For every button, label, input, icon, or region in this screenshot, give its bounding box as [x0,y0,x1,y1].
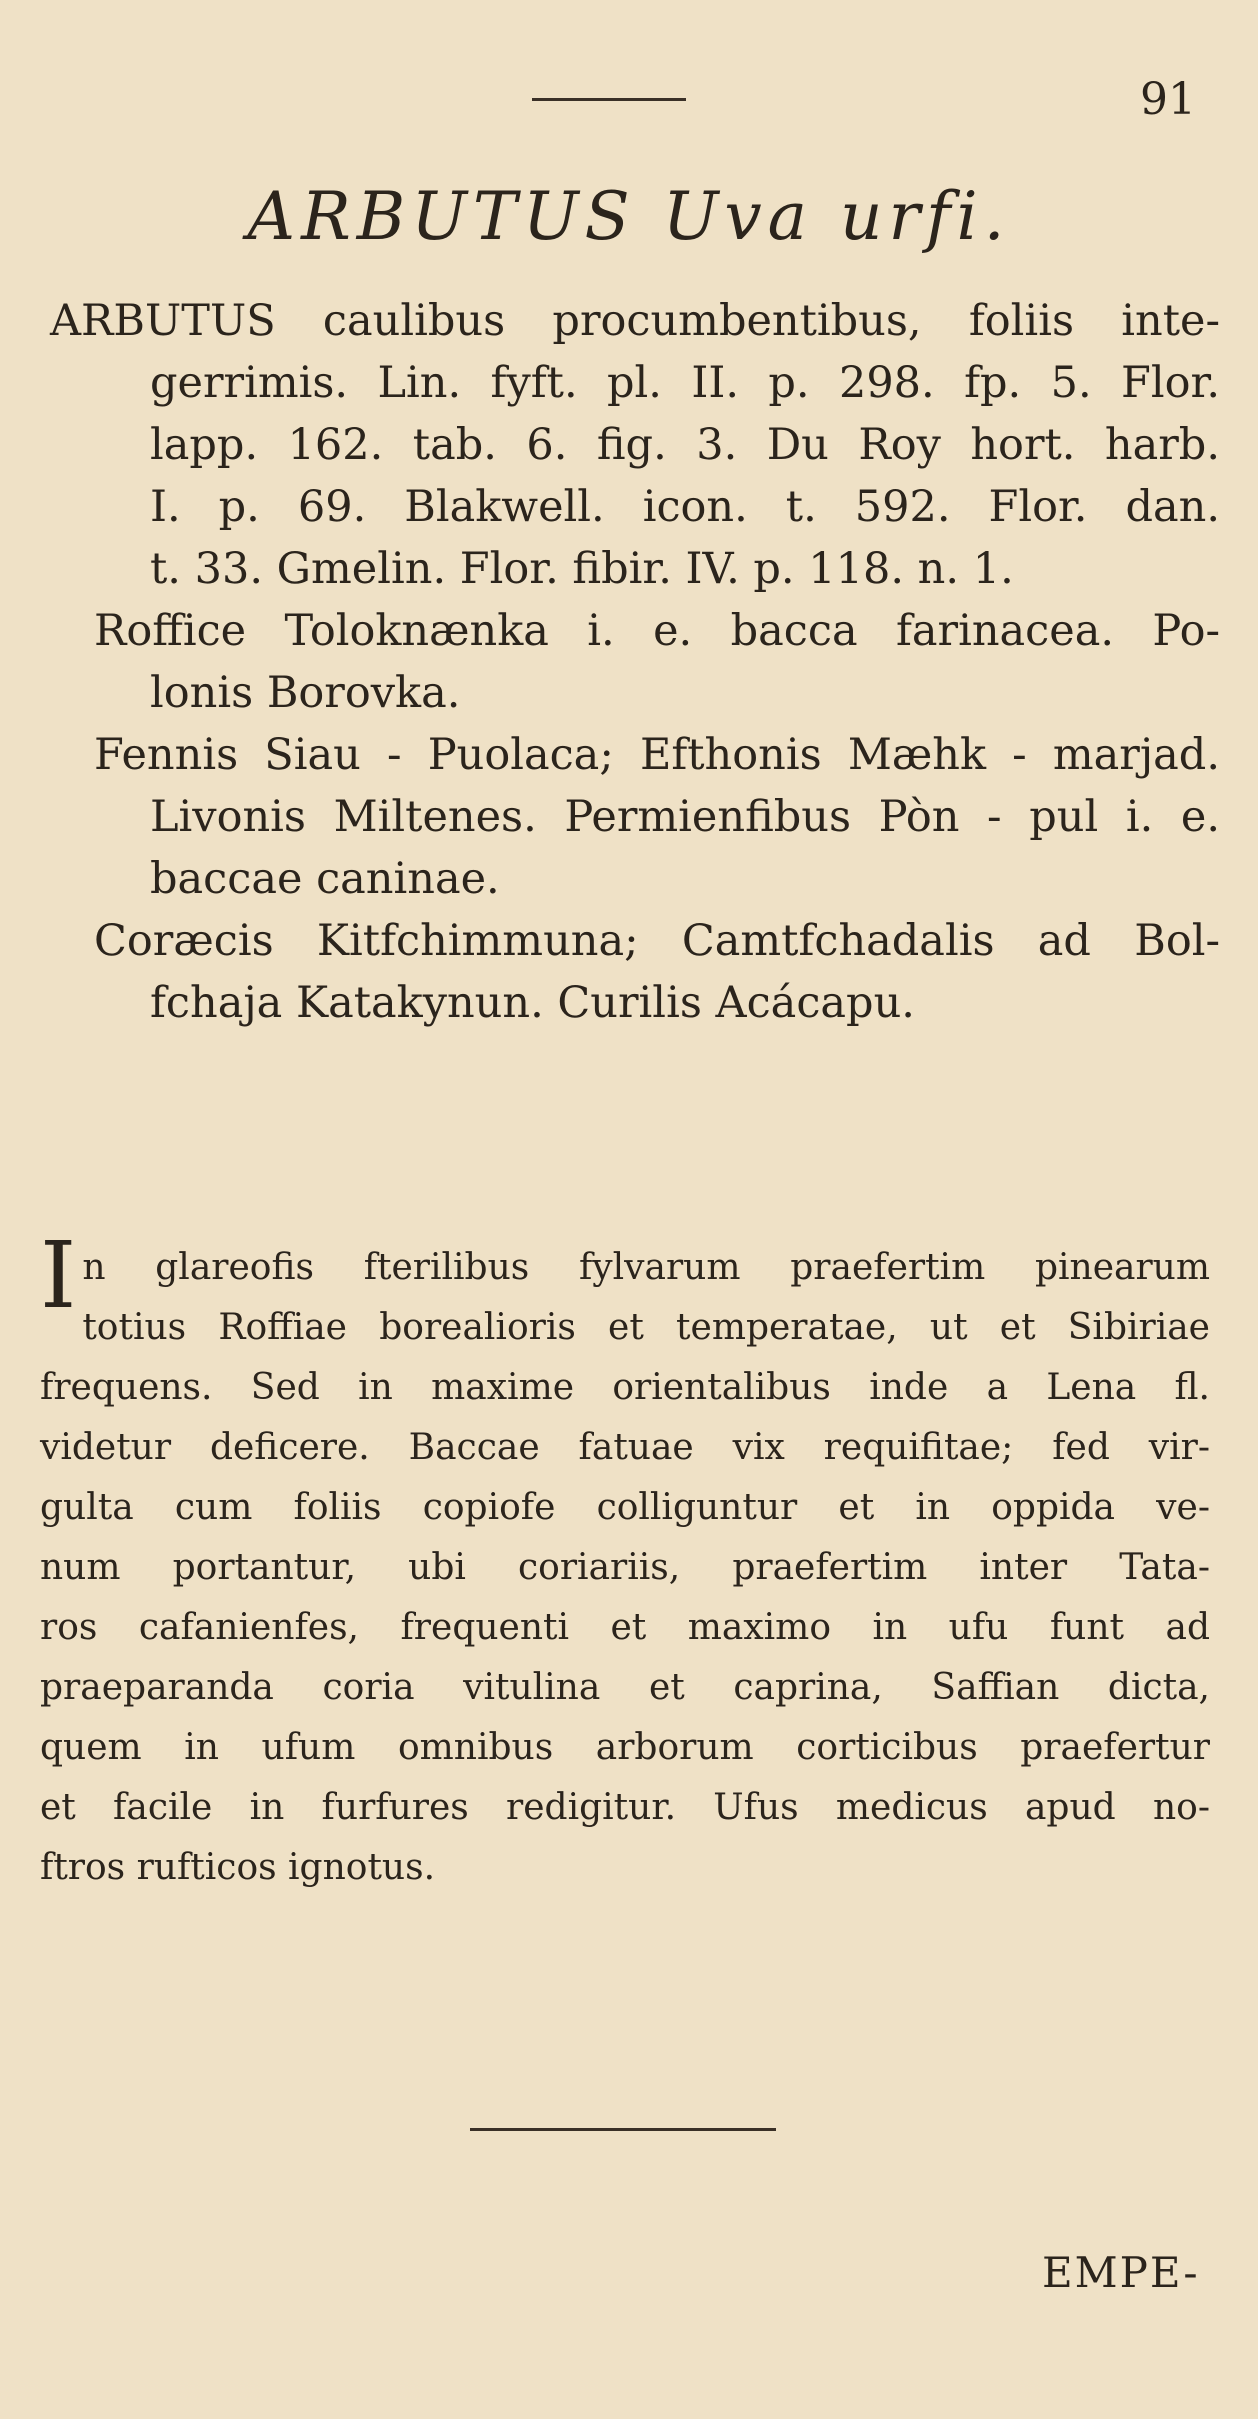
entry-line: lonis Borovka. [150,668,461,718]
page-number: 91 [1140,74,1196,125]
body-line: totius Roffiae borealioris et temperatae, ut et Sibiriae [82,1307,1210,1348]
bottom-rule [470,2128,776,2131]
body-line: ftros rufticos ignotus. [40,1847,436,1888]
body-line: n glareofis fterilibus fylvarum praefertim pinearum [82,1247,1210,1288]
catchword: EMPE- [1042,2248,1200,2297]
body-line: num portantur, ubi coriariis, praefertim inter Tata- [40,1547,1210,1588]
body-line: videtur deficere. Baccae fatuae vix requifitae; fed vir- [40,1427,1210,1468]
drop-cap: I [40,1222,77,1329]
entry-line: lapp. 162. tab. 6. fig. 3. Du Roy hort. harb. [150,420,1220,470]
body-line: et facile in furfures redigitur. Ufus medicus apud no- [40,1787,1210,1828]
body-line: frequens. Sed in maxime orientalibus inde a Lena fl. [40,1367,1210,1408]
body-line: quem in ufum omnibus arborum corticibus praefertur [40,1727,1210,1768]
entry-synonymy [50,290,1220,1034]
body-line: gulta cum foliis copiofe colliguntur et in oppida ve- [40,1487,1210,1528]
entry-line: Coræcis Kitfchimmuna; Camtfchadalis ad Bol- [94,916,1220,966]
top-rule [532,98,686,101]
entry-line: Livonis Miltenes. Permienfibus Pòn - pul i. e. [150,792,1220,842]
entry-line: Roffice Toloknænka i. e. bacca farinacea. Po- [94,606,1220,656]
description-paragraph [40,1222,1210,1898]
entry-line: ARBUTUS caulibus procumbentibus, foliis inte- [50,296,1220,346]
entry-line: t. 33. Gmelin. Flor. fibir. IV. p. 118. n. 1. [150,544,1014,594]
entry-line: Fennis Siau - Puolaca; Efthonis Mæhk - marjad. [94,730,1220,780]
body-line: ros cafanienfes, frequenti et maximo in ufu funt ad [40,1607,1210,1648]
entry-line: fchaja Katakynun. Curilis Acácapu. [150,978,915,1028]
entry-line: I. p. 69. Blakwell. icon. t. 592. Flor. dan. [150,482,1220,532]
body-line: praeparanda coria vitulina et caprina, Saffian dicta, [40,1667,1210,1708]
entry-title: ARBUTUS Uva urfi. [247,178,1011,255]
entry-line: baccae caninae. [150,854,500,904]
entry-line: gerrimis. Lin. fyft. pl. II. p. 298. fp. 5. Flor. [150,358,1220,408]
